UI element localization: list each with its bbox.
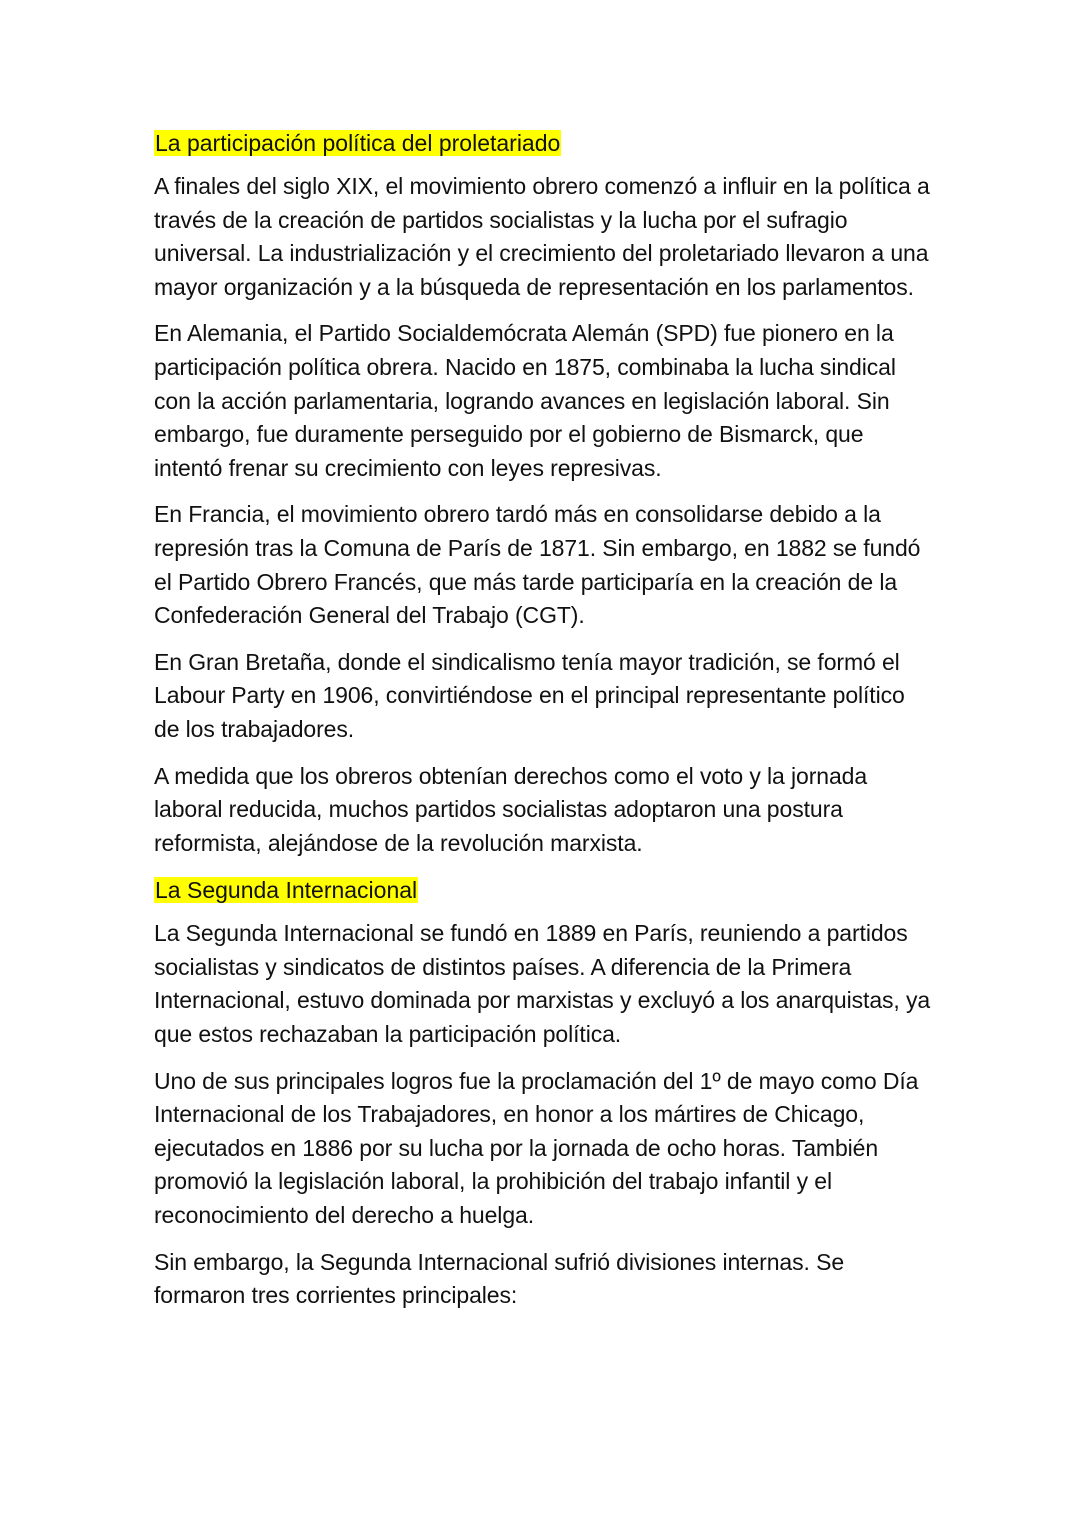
paragraph: Sin embargo, la Segunda Internacional sufrió divisiones internas. Se formaron tres corrientes principales: — [154, 1248, 845, 1309]
paragraph: En Gran Bretaña, donde el sindicalismo tenía mayor tradición, se formó el Labour Party en 1906, convirtiéndose en el principal representante político de los trabajadores. — [154, 648, 905, 742]
paragraph: En Alemania, el Partido Socialdemócrata Alemán (SPD) fue pionero en la participación política obrera. Nacido en 1875, combinaba la lucha sindical con la acción parlamentaria, logrando avances en legislación laboral. Sin embargo, fue duramente perseguido por el gobierno de Bismarck, que intentó frenar su crecimiento con leyes represivas. — [154, 320, 896, 481]
paragraph: Uno de sus principales logros fue la proclamación del 1º de mayo como Día Internacional de los Trabajadores, en honor a los mártires de Chicago, ejecutados en 1886 por su lucha por la jornada de ocho horas. También promovió la legislación laboral, la prohibición del trabajo infantil y el reconocimiento del derecho a huelga. — [154, 1067, 919, 1229]
section-heading-participacion: La participación política del proletariado — [155, 130, 561, 156]
document-page — [154, 126, 934, 1326]
paragraph: En Francia, el movimiento obrero tardó más en consolidarse debido a la represión tras la Comuna de París de 1871. Sin embargo, en 1882 se fundó el Partido Obrero Francés, que más tarde participaría en la creación de la Confederación General del Trabajo (CGT). — [154, 501, 921, 629]
paragraph: A medida que los obreros obtenían derechos como el voto y la jornada laboral reducida, muchos partidos socialistas adoptaron una postura reformista, alejándose de la revolución marxista. — [154, 762, 868, 856]
section-heading-segunda-internacional: La Segunda Internacional — [155, 877, 418, 904]
paragraph: A finales del siglo XIX, el movimiento obrero comenzó a influir en la política a través de la creación de partidos socialistas y la lucha por el sufragio universal. La industrialización y el crecimiento del proletariado llevaron a una mayor organización y a la búsqueda de representación en los parlamentos. — [154, 173, 930, 300]
paragraph: La Segunda Internacional se fundó en 1889 en París, reuniendo a partidos socialistas y sindicatos de distintos países. A diferencia de la Primera Internacional, estuvo dominada por marxistas y excluyó a los anarquistas, ya que estos rechazaban la participación política. — [154, 920, 931, 1048]
